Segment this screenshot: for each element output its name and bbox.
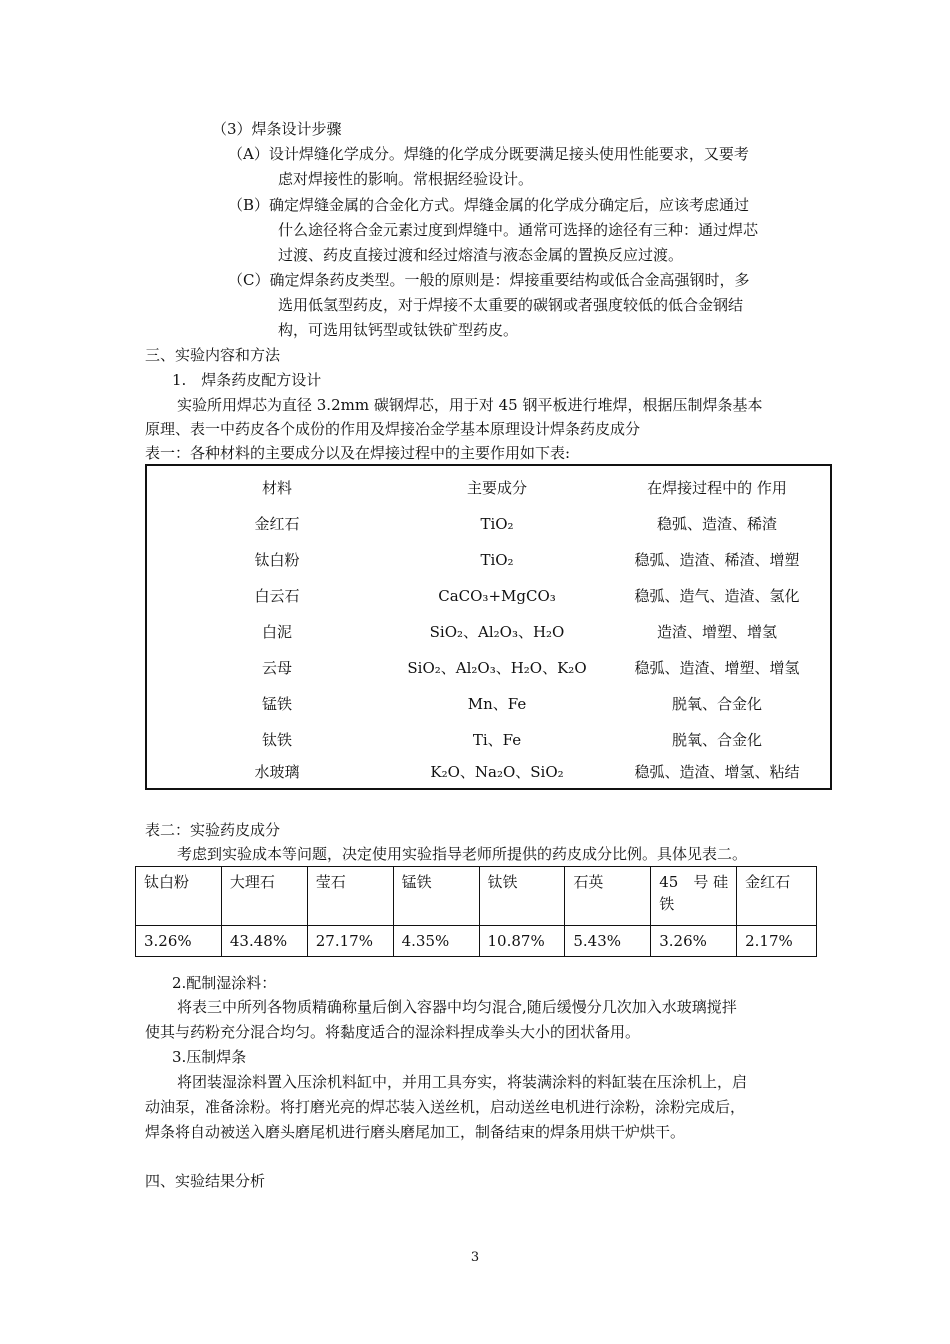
table-two-value-cell: 43.48%	[221, 926, 307, 957]
step3-c-line3: 构，可选用钛钙型或钛铁矿型药皮。	[278, 321, 519, 339]
role-cell: 稳弧、造渣、稀渣、增塑	[634, 551, 800, 569]
table1-caption: 表一：各种材料的主要成分以及在焊接过程中的主要作用如下表:	[145, 444, 571, 462]
table-row	[147, 650, 830, 686]
table-one-header-role: 在焊接过程中的 作用	[647, 479, 787, 497]
table-two-header-cell: 锰铁	[393, 867, 479, 926]
composition-cell: Ti、Fe	[472, 731, 522, 749]
step3-c-line2: 选用低氢型药皮，对于焊接不太重要的碳钢或者强度较低的低合金钢结	[278, 296, 744, 314]
table2-caption: 表二：实验药皮成分	[145, 821, 281, 839]
composition-cell: TiO₂	[480, 551, 514, 569]
table-row	[147, 542, 830, 578]
section3-p1-line2: 原理、表一中药皮各个成份的作用及焊接冶金学基本原理设计焊条药皮成分	[145, 420, 641, 438]
section4-title: 四、实验结果分析	[145, 1172, 266, 1190]
table-row	[147, 578, 830, 614]
composition-cell: SiO₂、Al₂O₃、H₂O、K₂O	[407, 659, 587, 677]
table-two-value-cell: 10.87%	[479, 926, 565, 957]
step2-line2: 使其与药粉充分混合均匀。将黏度适合的湿涂料捏成拳头大小的团状备用。	[145, 1023, 641, 1041]
table-two-value-cell: 5.43%	[565, 926, 651, 957]
material-cell: 锰铁	[261, 695, 292, 713]
material-cell: 钛白粉	[254, 551, 300, 569]
composition-cell: K₂O、Na₂O、SiO₂	[430, 763, 564, 781]
step3-a-line1: （A）设计焊缝化学成分。焊缝的化学成分既要满足接头使用性能要求，又要考	[228, 145, 749, 163]
material-cell: 云母	[261, 659, 292, 677]
composition-cell: TiO₂	[480, 515, 514, 533]
material-cell: 钛铁	[261, 731, 292, 749]
table-row	[147, 754, 830, 790]
step3-heading: （3）焊条设计步骤	[212, 120, 342, 138]
table-row	[147, 506, 830, 542]
table-row	[147, 722, 830, 758]
role-cell: 稳弧、造渣、增塑、增氢	[634, 659, 800, 677]
role-cell: 稳弧、造气、造渣、氢化	[634, 587, 800, 605]
table-two-header-cell: 大理石	[221, 867, 307, 926]
table-two-header-row	[136, 867, 817, 926]
section3-title: 三、实验内容和方法	[145, 346, 281, 364]
section3-p1-line1: 实验所用焊芯为直径 3.2mm 碳钢焊芯，用于对 45 钢平板进行堆焊，根据压制焊条基本	[177, 396, 763, 414]
role-cell: 脱氧、合金化	[671, 731, 762, 749]
material-cell: 水玻璃	[254, 763, 300, 781]
table-two-value-cell: 3.26%	[651, 926, 737, 957]
table-two-value-cell: 3.26%	[136, 926, 222, 957]
section3-sub1: 1. 焊条药皮配方设计	[172, 371, 322, 389]
step3-a-line2: 虑对焊接性的影响。常根据经验设计。	[278, 170, 534, 188]
table-row	[147, 686, 830, 722]
table-two-header-cell: 莹石	[307, 867, 393, 926]
table-one	[145, 464, 832, 790]
composition-cell: Mn、Fe	[467, 695, 527, 713]
role-cell: 稳弧、造渣、稀渣	[656, 515, 777, 533]
material-cell: 白云石	[254, 587, 300, 605]
step3-b-line2: 什么途径将合金元素过度到焊缝中。通常可选择的途径有三种：通过焊芯	[278, 221, 759, 239]
table-two-header-cell: 45 号 硅 铁	[651, 867, 737, 926]
table-two-header-cell: 钛白粉	[136, 867, 222, 926]
role-cell: 稳弧、造渣、增氢、粘结	[634, 763, 800, 781]
table-two-header-cell: 钛铁	[479, 867, 565, 926]
step3b-line2: 动油泵，准备涂粉。将打磨光亮的焊芯装入送丝机，启动送丝电机进行涂粉，涂粉完成后，	[145, 1098, 746, 1116]
role-cell: 脱氧、合金化	[671, 695, 762, 713]
table-one-header-material: 材料	[261, 479, 292, 497]
step2-line1: 将表三中所列各物质精确称量后倒入容器中均匀混合,随后缓慢分几次加入水玻璃搅拌	[177, 998, 737, 1016]
table-two-header-cell: 金红石	[737, 867, 817, 926]
page-number: 3	[470, 1250, 480, 1265]
composition-cell: CaCO₃+MgCO₃	[438, 587, 556, 605]
table-two-value-cell: 4.35%	[393, 926, 479, 957]
composition-cell: SiO₂、Al₂O₃、H₂O	[429, 623, 565, 641]
table-one-header-composition: 主要成分	[466, 479, 527, 497]
step3b-line1: 将团装湿涂料置入压涂机料缸中，并用工具夯实，将装满涂料的料缸装在压涂机上，启	[177, 1073, 748, 1091]
table-two-header-cell: 石英	[565, 867, 651, 926]
table-two-value-row	[136, 926, 817, 957]
step3-c-line1: （C）确定焊条药皮类型。一般的原则是：焊接重要结构或低合金高强钢时，多	[228, 271, 750, 289]
step3-b-line3: 过渡、药皮直接过渡和经过熔渣与液态金属的置换反应过渡。	[278, 246, 684, 264]
table-one-header-row	[147, 470, 830, 506]
step2-title: 2.配制湿涂料：	[172, 974, 277, 992]
step3b-title: 3.压制焊条	[172, 1048, 247, 1066]
table-two-value-cell: 2.17%	[737, 926, 817, 957]
step3-b-line1: （B）确定焊缝金属的合金化方式。焊缝金属的化学成分确定后，应该考虑通过	[228, 196, 750, 214]
table-row	[147, 614, 830, 650]
table-two	[135, 866, 817, 957]
step3b-line3: 焊条将自动被送入磨头磨尾机进行磨头磨尾加工，制备结束的焊条用烘干炉烘干。	[145, 1123, 686, 1141]
table2-intro: 考虑到实验成本等问题，决定使用实验指导老师所提供的药皮成分比例。具体见表二。	[177, 845, 748, 863]
material-cell: 金红石	[254, 515, 300, 533]
material-cell: 白泥	[261, 623, 292, 641]
role-cell: 造渣、增塑、增氢	[656, 623, 777, 641]
table-two-value-cell: 27.17%	[307, 926, 393, 957]
